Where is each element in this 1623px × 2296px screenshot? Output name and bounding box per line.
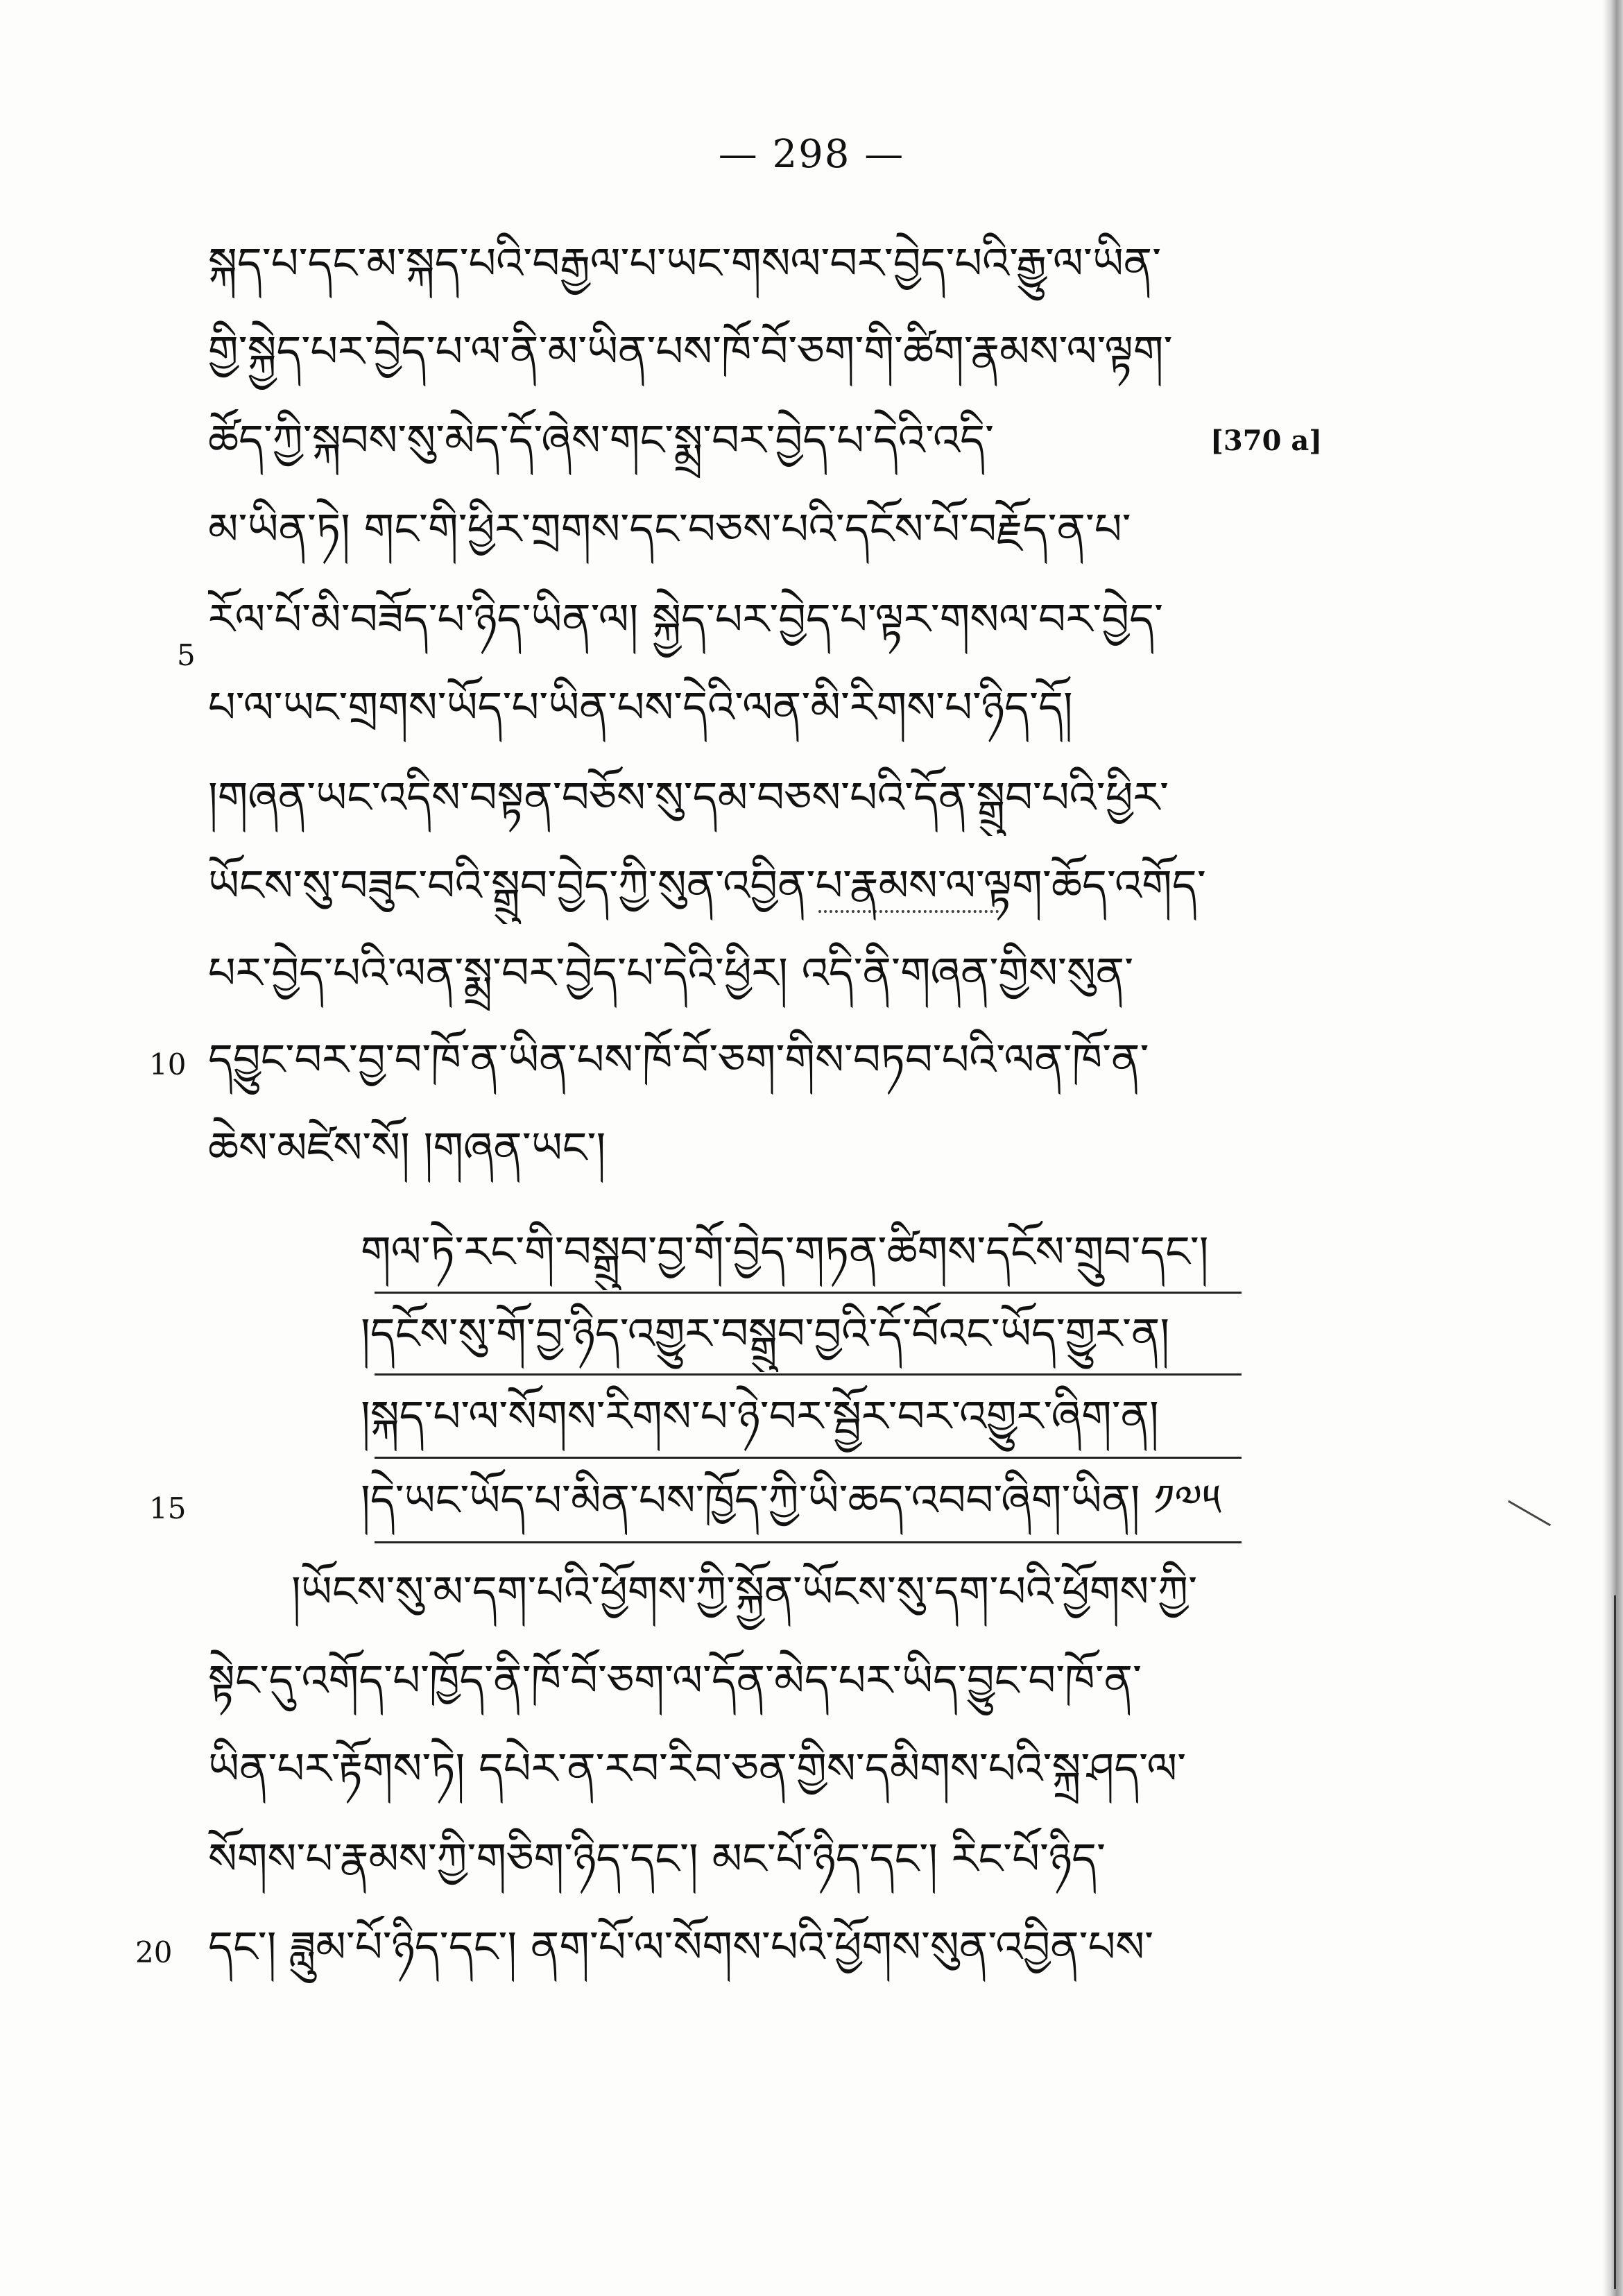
text-line: སྐད་པ་དང་མ་སྐད་པའི་བརྒྱལ་པ་ཡང་གསལ་བར་བྱེད་པའི་རྒྱུ་ལ་ཡིན་ xyxy=(208,238,1162,289)
text-line: རོལ་པོ་མི་བཟོད་པ་ཉིད་ཡིན་ལ། སྐྱེད་པར་བྱེད་པ་ལྟར་གསལ་བར་བྱེད་ xyxy=(208,594,1164,644)
text-line: སོགས་པ་རྣམས་ཀྱི་གཅིག་ཉིད་དང་། མང་པོ་ཉིད་དང་། རིང་པོ་ཉིད་ xyxy=(208,1833,1106,1884)
text-line: ཡོངས་སུ་བཟུང་བའི་སྒྲུབ་བྱེད་ཀྱི་སུན་འབྱིན་པ་རྣམས་ལ་ལྟག་ཆོད་འགོད་ xyxy=(208,860,1206,911)
text-line: སྟེང་དུ་འགོད་པ་ཁྱོད་ནི་ཁོ་བོ་ཅག་ལ་དོན་མེད་པར་ཡིད་བྱུང་བ་ཁོ་ན་ xyxy=(208,1655,1142,1706)
text-line: དབྱུང་བར་བྱ་བ་ཁོ་ན་ཡིན་པས་ཁོ་བོ་ཅག་གིས་བཏབ་པའི་ལན་ཁོ་ན་ xyxy=(208,1034,1149,1085)
text-line: དང་། ཟླུམ་པོ་ཉིད་དང་། ནག་པོ་ལ་སོགས་པའི་ཕྱོགས་སུན་འབྱིན་པས་ xyxy=(208,1921,1154,1972)
text-line: མ་ཡིན་ཏེ། གང་གི་ཕྱིར་གྲགས་དང་བཅས་པའི་དངོས་པོ་བརྗོད་ན་པ་ xyxy=(208,504,1131,554)
verse-rule xyxy=(375,1292,1242,1294)
verse-line: གལ་ཏེ་རང་གི་བསྒྲུབ་བྱ་གོ་བྱེད་གཏན་ཚིགས་དངོས་གྲུབ་དང་། xyxy=(361,1226,1209,1277)
verse-rule xyxy=(375,1373,1242,1376)
line-number: 20 xyxy=(135,1935,173,1969)
text-line: པར་བྱེད་པའི་ལན་སྨྲ་བར་བྱེད་པ་དེའི་ཕྱིར། འདི་ནི་གཞན་གྱིས་སུན་ xyxy=(208,948,1134,998)
margin-mark xyxy=(1508,1500,1551,1527)
text-line: །ཡོངས་སུ་མ་དག་པའི་ཕྱོགས་ཀྱི་སྐྱོན་ཡོངས་སུ་དག་པའི་ཕྱོགས་ཀྱི་ xyxy=(291,1566,1198,1617)
line-number: 5 xyxy=(177,638,196,672)
text-line: པ་ལ་ཡང་གྲགས་ཡོད་པ་ཡིན་པས་དེའི་ལན་མི་རིགས་པ་ཉིད་དོ། xyxy=(208,682,1073,733)
verse-rule xyxy=(375,1541,1242,1543)
text-line: ཡིན་པར་རྟོགས་ཏེ། དཔེར་ན་རབ་རིབ་ཅན་གྱིས་དམིགས་པའི་སྐྲ་ཤད་ལ་ xyxy=(208,1743,1187,1794)
verse-rule xyxy=(375,1457,1242,1459)
page-edge-line xyxy=(1614,1595,1616,2289)
page-number: — 298 — xyxy=(718,132,905,177)
text-line: ཚོད་ཀྱི་སྐབས་སུ་མེད་དོ་ཞེས་གང་སྨྲ་བར་བྱེད་པ་དེའི་འདི་ xyxy=(208,415,995,465)
line-number: 15 xyxy=(149,1491,187,1525)
page-edge-shadow xyxy=(1602,0,1623,2296)
text-line: །གཞན་ཡང་འདིས་བསྟན་བཅོས་སུ་དམ་བཅས་པའི་དོན་སྒྲུབ་པའི་ཕྱིར་ xyxy=(208,772,1169,823)
text-line: ཆེས་མཛེས་སོ། །གཞན་ཡང་། xyxy=(208,1122,606,1173)
verse-line: །དེ་ཡང་ཡོད་པ་མིན་པས་ཁྱོད་ཀྱི་ཡི་ཆད་འབབ་ཞིག་ཡིན། ༡༧༥ xyxy=(361,1475,1221,1525)
verse-line: །སྐད་པ་ལ་སོགས་རིགས་པ་ཉེ་བར་སྦྱོར་བར་འགྱུར་ཞིག་ན། xyxy=(361,1391,1159,1441)
line-number: 10 xyxy=(149,1047,187,1081)
folio-reference: [370 a] xyxy=(1210,425,1323,457)
verse-line: །དངོས་སུ་གོ་བྱ་ཉིད་འགྱུར་བསྒྲུབ་བྱའི་དོ་བོའང་ཡོད་གྱུར་ན། xyxy=(361,1308,1170,1359)
text-line: གྱི་སྐྱེད་པར་བྱེད་པ་ལ་ནི་མ་ཡིན་པས་ཁོ་བོ་ཅག་གི་ཚིག་རྣམས་ལ་ལྟག་ xyxy=(208,326,1173,377)
